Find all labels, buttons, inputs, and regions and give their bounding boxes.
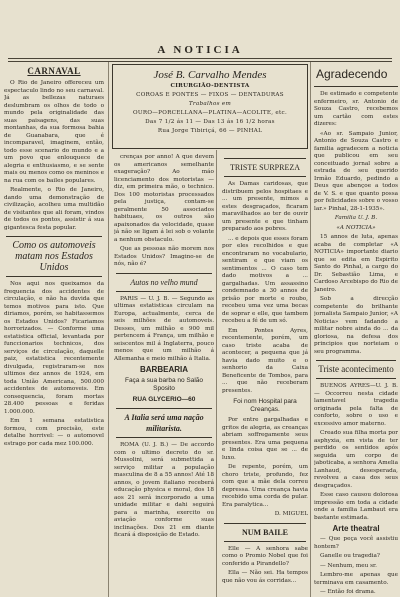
column-3 xyxy=(222,154,308,594)
article-paragraph: Ganelle ou tragedia? xyxy=(320,553,380,559)
article-headline: CARNAVAL xyxy=(27,66,81,76)
article-paragraph: BUENOS AYRES—U. J. B. — Occorreu nesta cidade lamentavel tragedia originada pela falta de conforto, sobre o uso e excessivo amor materno. xyxy=(314,383,398,427)
article-headline: Arte theatral xyxy=(332,524,380,533)
article-paragraph: 15 annos de luta, apenas acaba de completar «A NOTICIA» importante diario que se edita em Espirito Santo do Pinhal, a cargo do Dr. Sebastião Lima, e Cardoso Arcebispo do Rio de Janeiro. xyxy=(314,234,398,293)
article-headline: NUM BAILE xyxy=(224,523,306,542)
column-divider xyxy=(108,62,109,597)
article-paragraph: Em 1 semana estatistica formou, com precisão, este detalhe horrivel: — o automovel estrago por cada mez 100.000. xyxy=(4,418,104,447)
article-paragraph: As Damas caridosas, que distribuem pelos hospitaes e ... um presente, mimos a estes desgraçados, ficaram maravilhados ao ter de ouvir um presente e que tinham preparado aos pobres. xyxy=(222,181,308,232)
dentist-advertisement xyxy=(112,64,308,149)
article-paragraph: De repente, porém, um choro triste, profundo, fez com que a mãe dela correu depressa. Uma creança havia recebido uma corda de pular. Era paralytica... xyxy=(222,464,308,508)
article-paragraph: Lembro-me apenas que terminava em casamento. xyxy=(314,572,398,586)
ad-address: Rua Jorge Tibiriçá, 66 — PINHAL xyxy=(157,128,263,134)
article-headline: Triste acontecimento xyxy=(316,360,396,379)
article-paragraph: Sob a direcção competente do brilhante jornalista Sampaio Junior, «A Noticia» vem fadando a militar nobre ainda do ... da gloriosa, na defesa dos principios que norteiam o seu programma. xyxy=(314,296,398,355)
article-paragraph: Que as pessoas não morem nos Estados Unidos? Imagino-se de nós, não é? xyxy=(114,246,214,267)
article-paragraph: Elle — A senhora sabe como o Promio Nobel que foi conferido a Pirandello? xyxy=(222,545,308,567)
column-divider xyxy=(216,150,217,597)
masthead-rule-2 xyxy=(8,61,392,62)
article-headline: Agradecendo xyxy=(314,64,398,87)
article-headline: Autos no velho mund xyxy=(116,273,212,292)
barbearia-address: RUA GLYCERIO—60 xyxy=(132,396,196,403)
column-divider xyxy=(310,62,311,597)
article-paragraph: ROMA (U. J. B.) — De accordo com o ultimo decreto do sr. Mussolini, será submettida a serviço militar a população masculina de 8 a 55 annos! Até 18 annos, o jovem italiano receberá educação physica e moral, dos 18 aos 21 será incorporado a uma unidade militar e dahi seguirá para a marinha, exercito ou aviação conforme suas inclinações. Dos 21 em diante ficará á disposição de Estado. xyxy=(114,442,214,538)
article-paragraph: Em Pontes Ayres, recentemente, porém, um caso triste acaba de acontecer, a pequena que já havia dado muito e o senhorio da Caixa Beneficente de Tombos, para ... que não receberam presentes. xyxy=(222,327,308,394)
article-paragraph: Nos aqui nos queixamos da frequencia dos accidentes de circulação, e não ha duvida que temos motivos para isto. Que diriamos, porém, se habitassemos os Estados Unidos? Ficariamos horrorizados. — Conforme uma estatistica official, levantada por funccionarios technicos, dos serviços de circulação, daquelle paiz, estatistica recentemente divulgada, registraram-se nos ultimos dez annos de 1924, em toda União Americana, 500.000 accidentes de automoveis. Em consequencia, foram mortas 28.400 pessoas e feridas 1.000.000. xyxy=(4,281,104,415)
article-signature: D. MIGUEL xyxy=(274,511,308,517)
article-paragraph: Creado sua filha morta por asphyxia, em vista de ter perdido os sentidos após seguida um corpo de jaboticaba, a senhora Amelia Lanhaud, desesperada, revolveu a casa dos seus desgraçados. xyxy=(314,430,398,489)
article-paragraph: — Que peça você assistiu hontem? xyxy=(314,536,398,550)
ad-work: Trabalhos em xyxy=(188,101,232,107)
article-paragraph: crenças por anno! A que devem os americanos semelhante exageração? Ao máo licenciamento dos motoristas — diz, em primeira mão, o technico. Dos 100 motoristas processados pela justiça, contam-se geralmente 50 associados habituaes, os outros são apaixonados da velocidade, quase já não se ligam á lei sob o volante a nenhum obstaculo. xyxy=(114,154,214,243)
ad-name: José B. Carvalho Mendes xyxy=(153,69,267,81)
masthead: A NOTICIA xyxy=(157,44,243,56)
article-headline: A Italia será uma nação militarista. xyxy=(116,408,212,438)
article-paragraph: — Então foi drama. xyxy=(320,589,376,594)
article-paragraph: Esse caso causou dolorosa impressão em toda a cidade onde a familia Lambaut era bastante estimada. xyxy=(314,492,398,521)
barbearia-headline: BARBEARIA xyxy=(140,365,188,374)
article-tag: «A NOTICIA» xyxy=(336,224,376,231)
ad-hours: Das 7 1/2 ás 11 — Das 13 ás 16 1/2 horas xyxy=(145,119,275,125)
article-paragraph: Realmente, o Rio de Janeiro, dando uma demonstração de civilização, acolheu uma multidão de visitantes que ali foram, vindos de todos os pontos, assistir á sua gigantesca festa popular. xyxy=(4,187,104,231)
column-4 xyxy=(314,64,398,594)
article-tag: Familia U. J. B. xyxy=(334,215,378,221)
article-paragraph: Por entre gargalhadas e gritos de alegria, as creanças abriam soffregamente seus presentes. Era uma pequena e linda coisa que se ... de luxo. xyxy=(222,417,308,461)
article-paragraph: De estimado e competente enfermeiro, sr. Antonio de Souza Castro, recebemos um cartão com estes dizeres: xyxy=(314,91,398,127)
barbearia-text: Faça a sua barba no Salão Sposito xyxy=(124,377,204,392)
article-paragraph: O Rio de Janeiro offereceu um espectaculo lindo no seu carnaval. Já as bellezas naturaes deslumbram os olhos de todo o mundo pela originalidade das suas paisagens, das suas montanhas, da sua formosa bahia de Guanabara, que é incomparavel, imaginem, então, todo esse scenario do mundo e a um povo que enlouquece de alegria e enthusiasmo, e se sente mais ou menos como os meninos e na rua com os bailes populares. xyxy=(4,80,104,184)
column-2 xyxy=(114,154,214,594)
article-paragraph: — Nenhum, meu sr. xyxy=(320,562,377,569)
article-subhead: Foi nom Hospital para Creanças. xyxy=(233,398,297,413)
ad-materials: OURO—PORCELLANA—PLATINA—ACOLITE, etc. xyxy=(132,110,288,116)
article-headline: TRISTE SURPREZA xyxy=(224,158,306,177)
masthead-rule xyxy=(8,58,392,59)
column-1 xyxy=(4,64,104,594)
article-headline: Como os automoveis matam nos Estados Unidos xyxy=(6,236,102,277)
article-paragraph: ... e depois que esses foram por eles recolhidos e que encontraram no vocabulario, sentiram e que viam os sentimentos ... O caso tem dado motivos a ... gargalhadas. Um assassino condemnado a 30 annos de prisão por morte e roubo, recebeu uma vez uma becas de soprar e elle, que tambem recebeu a fé de um só. xyxy=(222,235,308,324)
article-paragraph: Ella — Não sei. Ha tempos que não vou ás corridas... xyxy=(222,570,308,584)
article-paragraph: PARIS — U. J. B. — Segundo as ultimas estatisticas circulam na Europa, actualmente, cerca de seis milhões de automoveis. Desses, um milhão e 900 mil pertencem á França, um milhão e seiscentos mil á Inglaterra, pouco menos que um milhão á Allemanha e meio milhão á Italia. xyxy=(114,295,214,362)
ad-services: COROAS E PONTES — FIXOS — DENTADURAS xyxy=(136,92,284,98)
article-paragraph: «Ao sr. Sampaio Junior, Antonio de Souza Castro e familia agradecem a noticia que publicou em seu conceituado jornal sobre a estrada de seu querido Irmão Eduardo, pedindo a Deus que abençoe a todos de V. S. e que quanto possa por felicidades sobre o vosso lar.» Pinhal, 28-1-1935». xyxy=(314,130,398,212)
ad-title: CIRURGIÃO-DENTISTA xyxy=(170,83,250,89)
